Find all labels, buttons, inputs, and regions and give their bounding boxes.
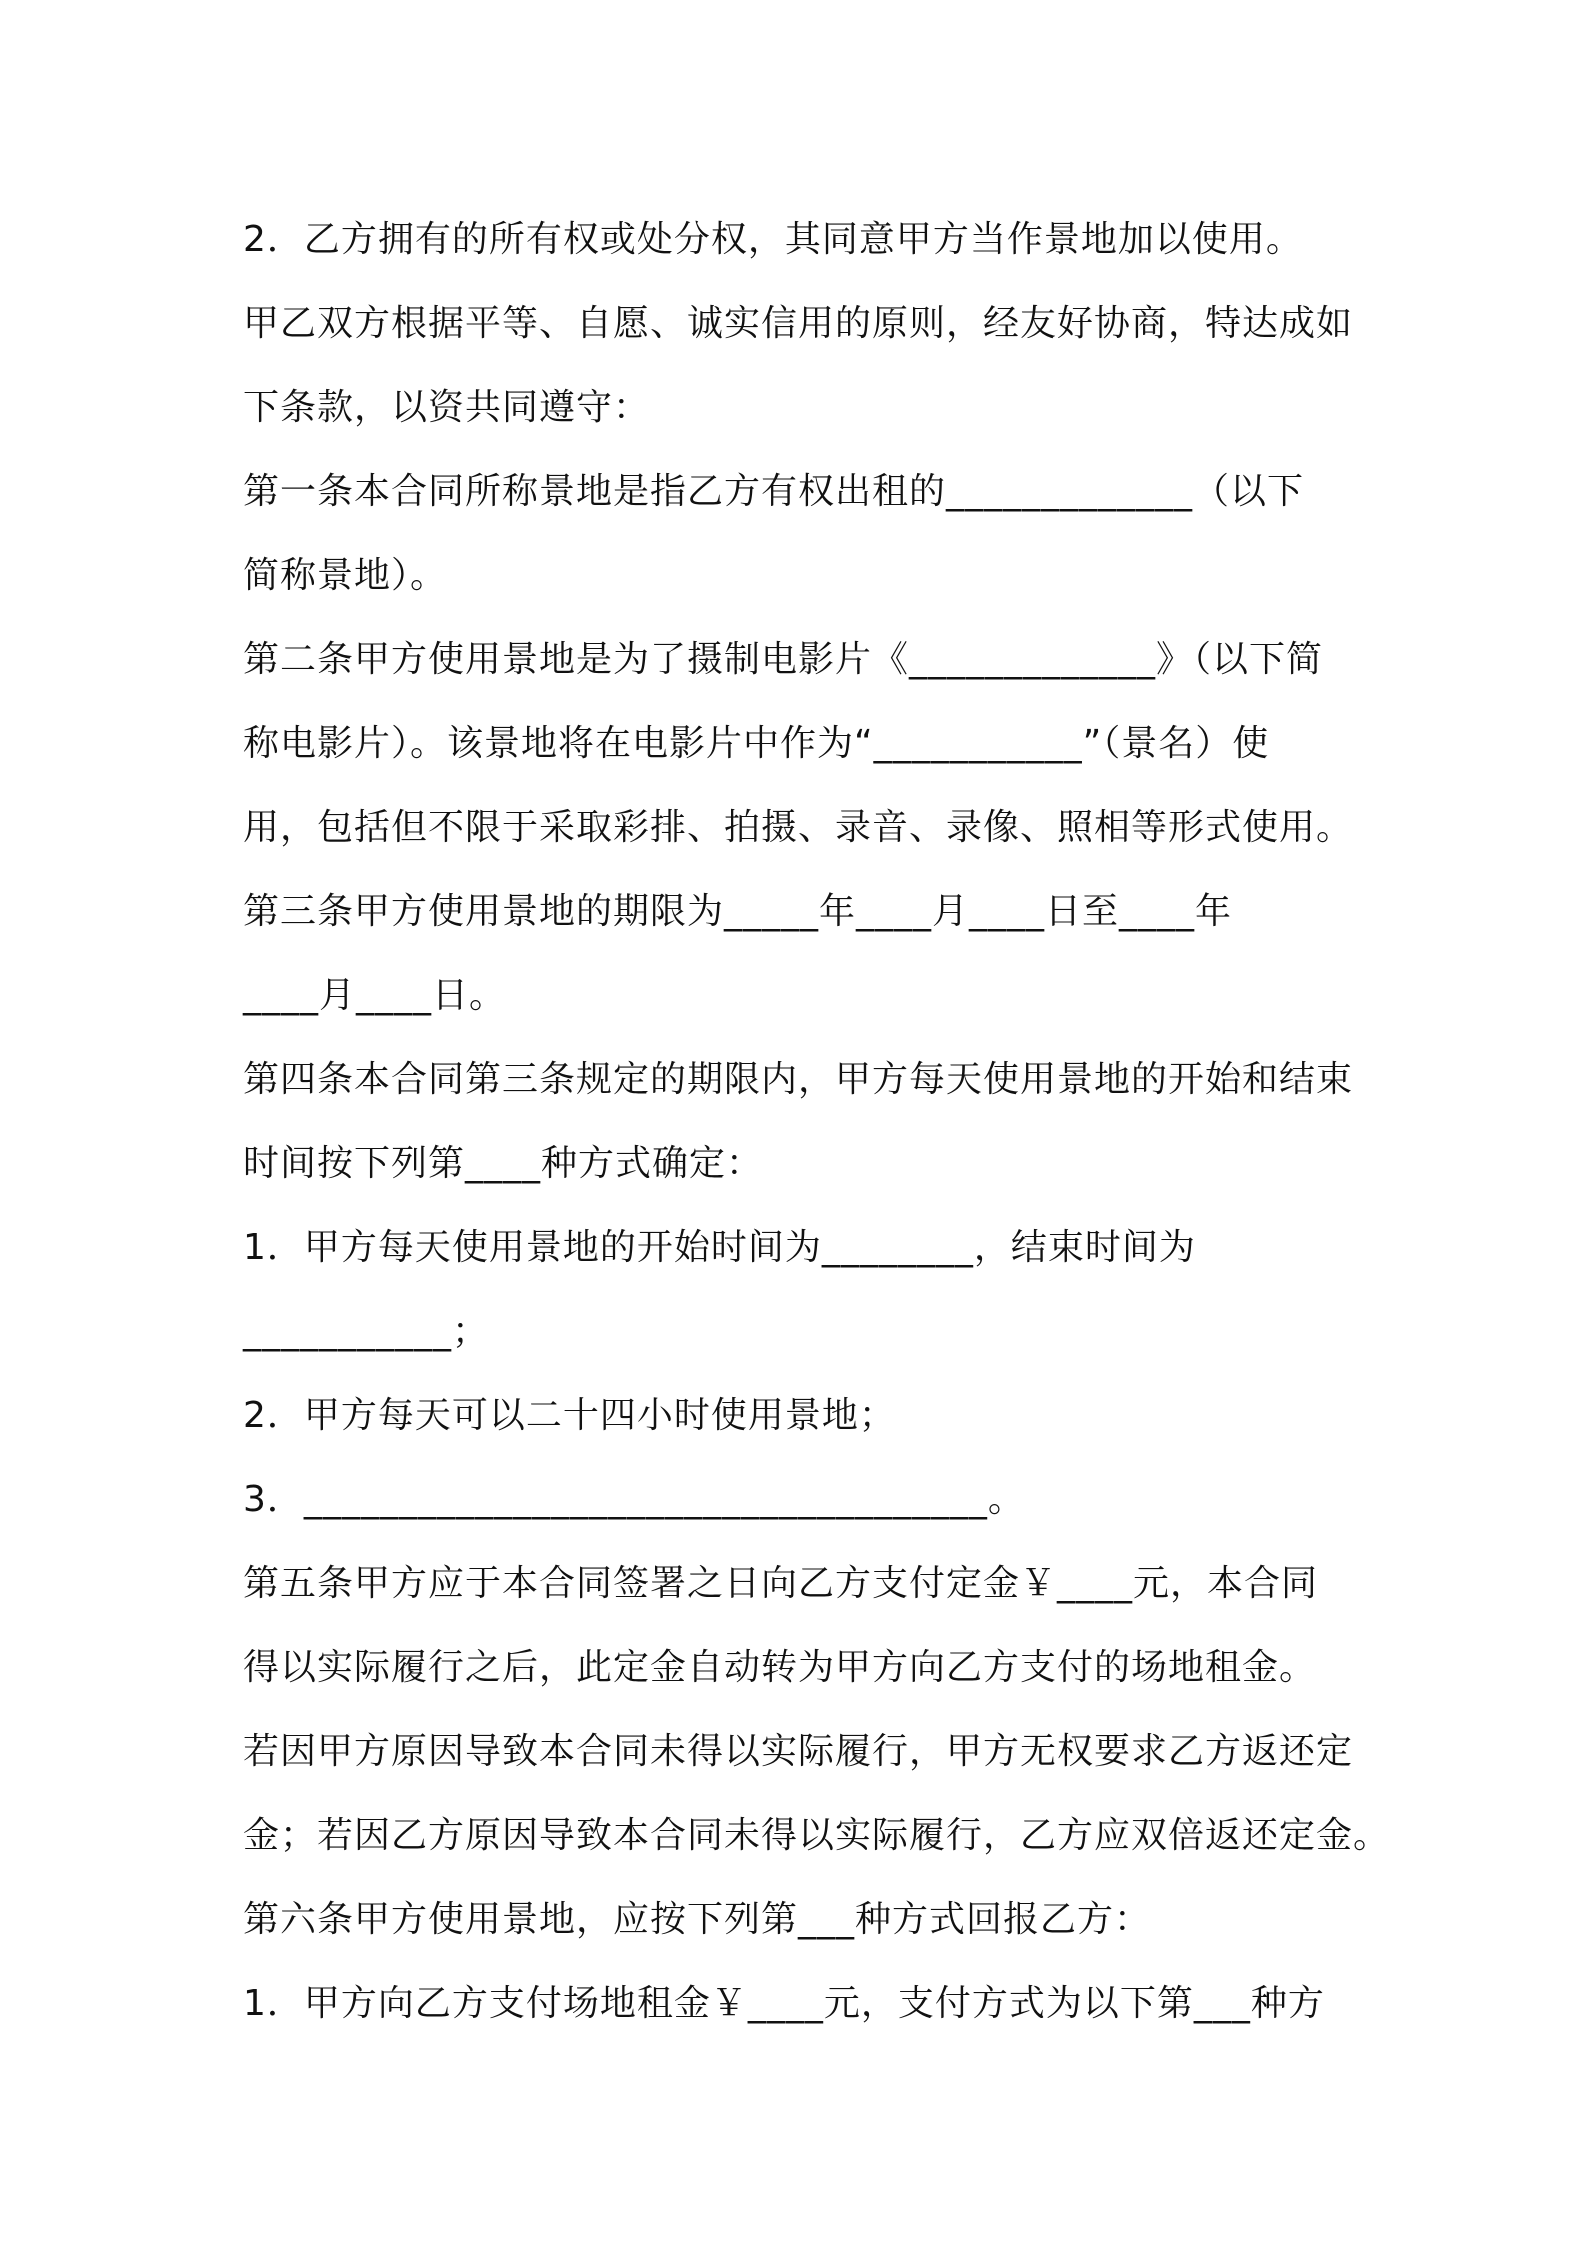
text-line: ____月____日。 <box>243 975 507 1016</box>
contract-text <box>243 198 1391 2046</box>
text-line: 时间按下列第____种方式确定： <box>243 1143 764 1184</box>
text-line: 金；若因乙方原因导致本合同未得以实际履行，乙方应双倍返还定金。 <box>243 1815 1391 1856</box>
text-line: 下条款，以资共同遵守： <box>243 387 651 428</box>
text-line: 得以实际履行之后，此定金自动转为甲方向乙方支付的场地租金。 <box>243 1647 1317 1688</box>
text-line: 3．____________________________________。 <box>243 1479 1025 1520</box>
text-line: 第三条甲方使用景地的期限为_____年____月____日至____年 <box>243 891 1233 932</box>
text-line: 简称景地）。 <box>243 555 448 596</box>
text-line: 第四条本合同第三条规定的期限内，甲方每天使用景地的开始和结束 <box>243 1059 1354 1100</box>
text-line: 1．甲方向乙方支付场地租金￥____元，支付方式为以下第___种方 <box>243 1983 1325 2024</box>
text-line: 甲乙双方根据平等、自愿、诚实信用的原则，经友好协商，特达成如 <box>243 303 1354 344</box>
text-line: 1．甲方每天使用景地的开始时间为________，结束时间为 <box>243 1227 1196 1268</box>
text-line: 称电影片）。该景地将在电影片中作为“___________”（景名）使 <box>243 723 1270 764</box>
text-line: 2．乙方拥有的所有权或处分权，其同意甲方当作景地加以使用。 <box>243 219 1303 260</box>
text-line: 第一条本合同所称景地是指乙方有权出租的_____________（以下 <box>243 471 1305 512</box>
text-line: ___________； <box>243 1311 490 1352</box>
text-line: 2．甲方每天可以二十四小时使用景地； <box>243 1395 896 1436</box>
text-line: 用，包括但不限于采取彩排、拍摄、录音、录像、照相等形式使用。 <box>243 807 1354 848</box>
text-line: 第六条甲方使用景地，应按下列第___种方式回报乙方： <box>243 1899 1152 1940</box>
text-line: 第五条甲方应于本合同签署之日向乙方支付定金￥____元，本合同 <box>243 1563 1319 1604</box>
text-line: 若因甲方原因导致本合同未得以实际履行，甲方无权要求乙方返还定 <box>243 1731 1354 1772</box>
text-line: 第二条甲方使用景地是为了摄制电影片《_____________》（以下简 <box>243 639 1324 680</box>
